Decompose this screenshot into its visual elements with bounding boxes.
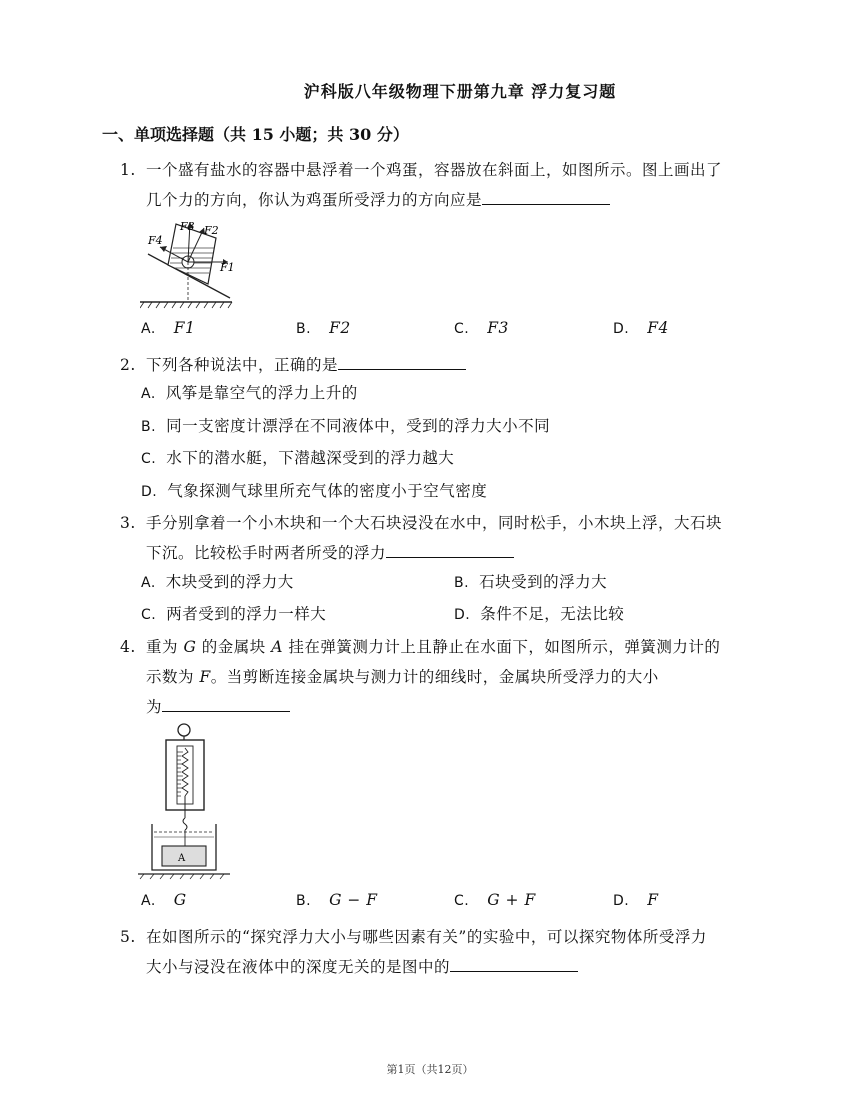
question-text-line2: 下沉。比较松手时两者所受的浮力 [146,538,786,568]
option-b[interactable]: B. F2 [296,319,351,337]
question-2 [120,350,786,380]
question-text: 下列各种说法中，正确的是 [146,350,786,380]
question-number: 4. [120,638,136,656]
option-c[interactable]: C. 水下的潜水艇，下潜越深受到的浮力越大 [141,449,455,467]
page-title: 沪科版八年级物理下册第九章 浮力复习题 [303,82,617,101]
question-number: 3. [120,514,136,532]
question-1 [120,155,786,215]
figure-label-f2: F2 [204,224,219,237]
option-d[interactable]: D. F4 [613,319,669,337]
question-text: 重为 G 的金属块 A 挂在弹簧测力计上且静止在水面下，如图所示，弹簧测力计的 [146,638,721,656]
figure-label-f3: F3 [180,220,195,233]
question-text: 一个盛有盐水的容器中悬浮着一个鸡蛋，容器放在斜面上，如图所示。图上画出了 [146,161,723,179]
option-a[interactable]: A. F1 [141,319,196,337]
option-b[interactable]: B. 石块受到的浮力大 [454,573,608,591]
question-number: 2. [120,356,136,374]
answer-blank[interactable] [386,539,514,558]
question-text-line2: 示数为 F。当剪断连接金属块与测力计的细线时，金属块所受浮力的大小 [146,668,659,686]
option-c[interactable]: C. G + F [454,891,536,909]
option-a[interactable]: A. G [141,891,187,909]
question-number: 5. [120,928,136,946]
question-3 [120,508,786,568]
incline-figure [140,218,240,310]
answer-blank[interactable] [482,186,610,205]
spring-scale-figure [138,722,230,880]
answer-blank[interactable] [338,351,466,370]
question-number: 1. [120,161,136,179]
figure-label-f1: F1 [220,261,235,274]
option-b[interactable]: B. G − F [296,891,378,909]
figure-label-f4: F4 [148,234,163,247]
question-text-line2: 大小与浸没在液体中的深度无关的是图中的 [146,952,786,982]
option-a[interactable]: A. 风筝是靠空气的浮力上升的 [141,384,358,402]
answer-blank[interactable] [450,953,578,972]
question-text: 手分别拿着一个小木块和一个大石块浸没在水中，同时松手，小木块上浮，大石块 [146,514,723,532]
option-c[interactable]: C. 两者受到的浮力一样大 [141,605,327,623]
question-text-line2: 几个力的方向，你认为鸡蛋所受浮力的方向应是 [146,185,786,215]
question-5 [120,922,786,982]
option-d[interactable]: D. 气象探测气球里所充气体的密度小于空气密度 [141,482,488,500]
block-label: A [178,853,186,864]
option-d[interactable]: D. 条件不足，无法比较 [454,605,625,623]
question-4 [120,632,786,722]
option-d[interactable]: D. F [613,891,659,909]
option-c[interactable]: C. F3 [454,319,509,337]
question-text-line3: 为 [146,692,786,722]
page-footer: 第1页（共12页） [386,1063,474,1076]
section-heading: 一、单项选择题（共 15 小题；共 30 分） [102,125,409,144]
question-text: 在如图所示的“探究浮力大小与哪些因素有关”的实验中，可以探究物体所受浮力 [146,928,707,946]
answer-blank[interactable] [162,693,290,712]
option-b[interactable]: B. 同一支密度计漂浮在不同液体中，受到的浮力大小不同 [141,417,551,435]
option-a[interactable]: A. 木块受到的浮力大 [141,573,294,591]
